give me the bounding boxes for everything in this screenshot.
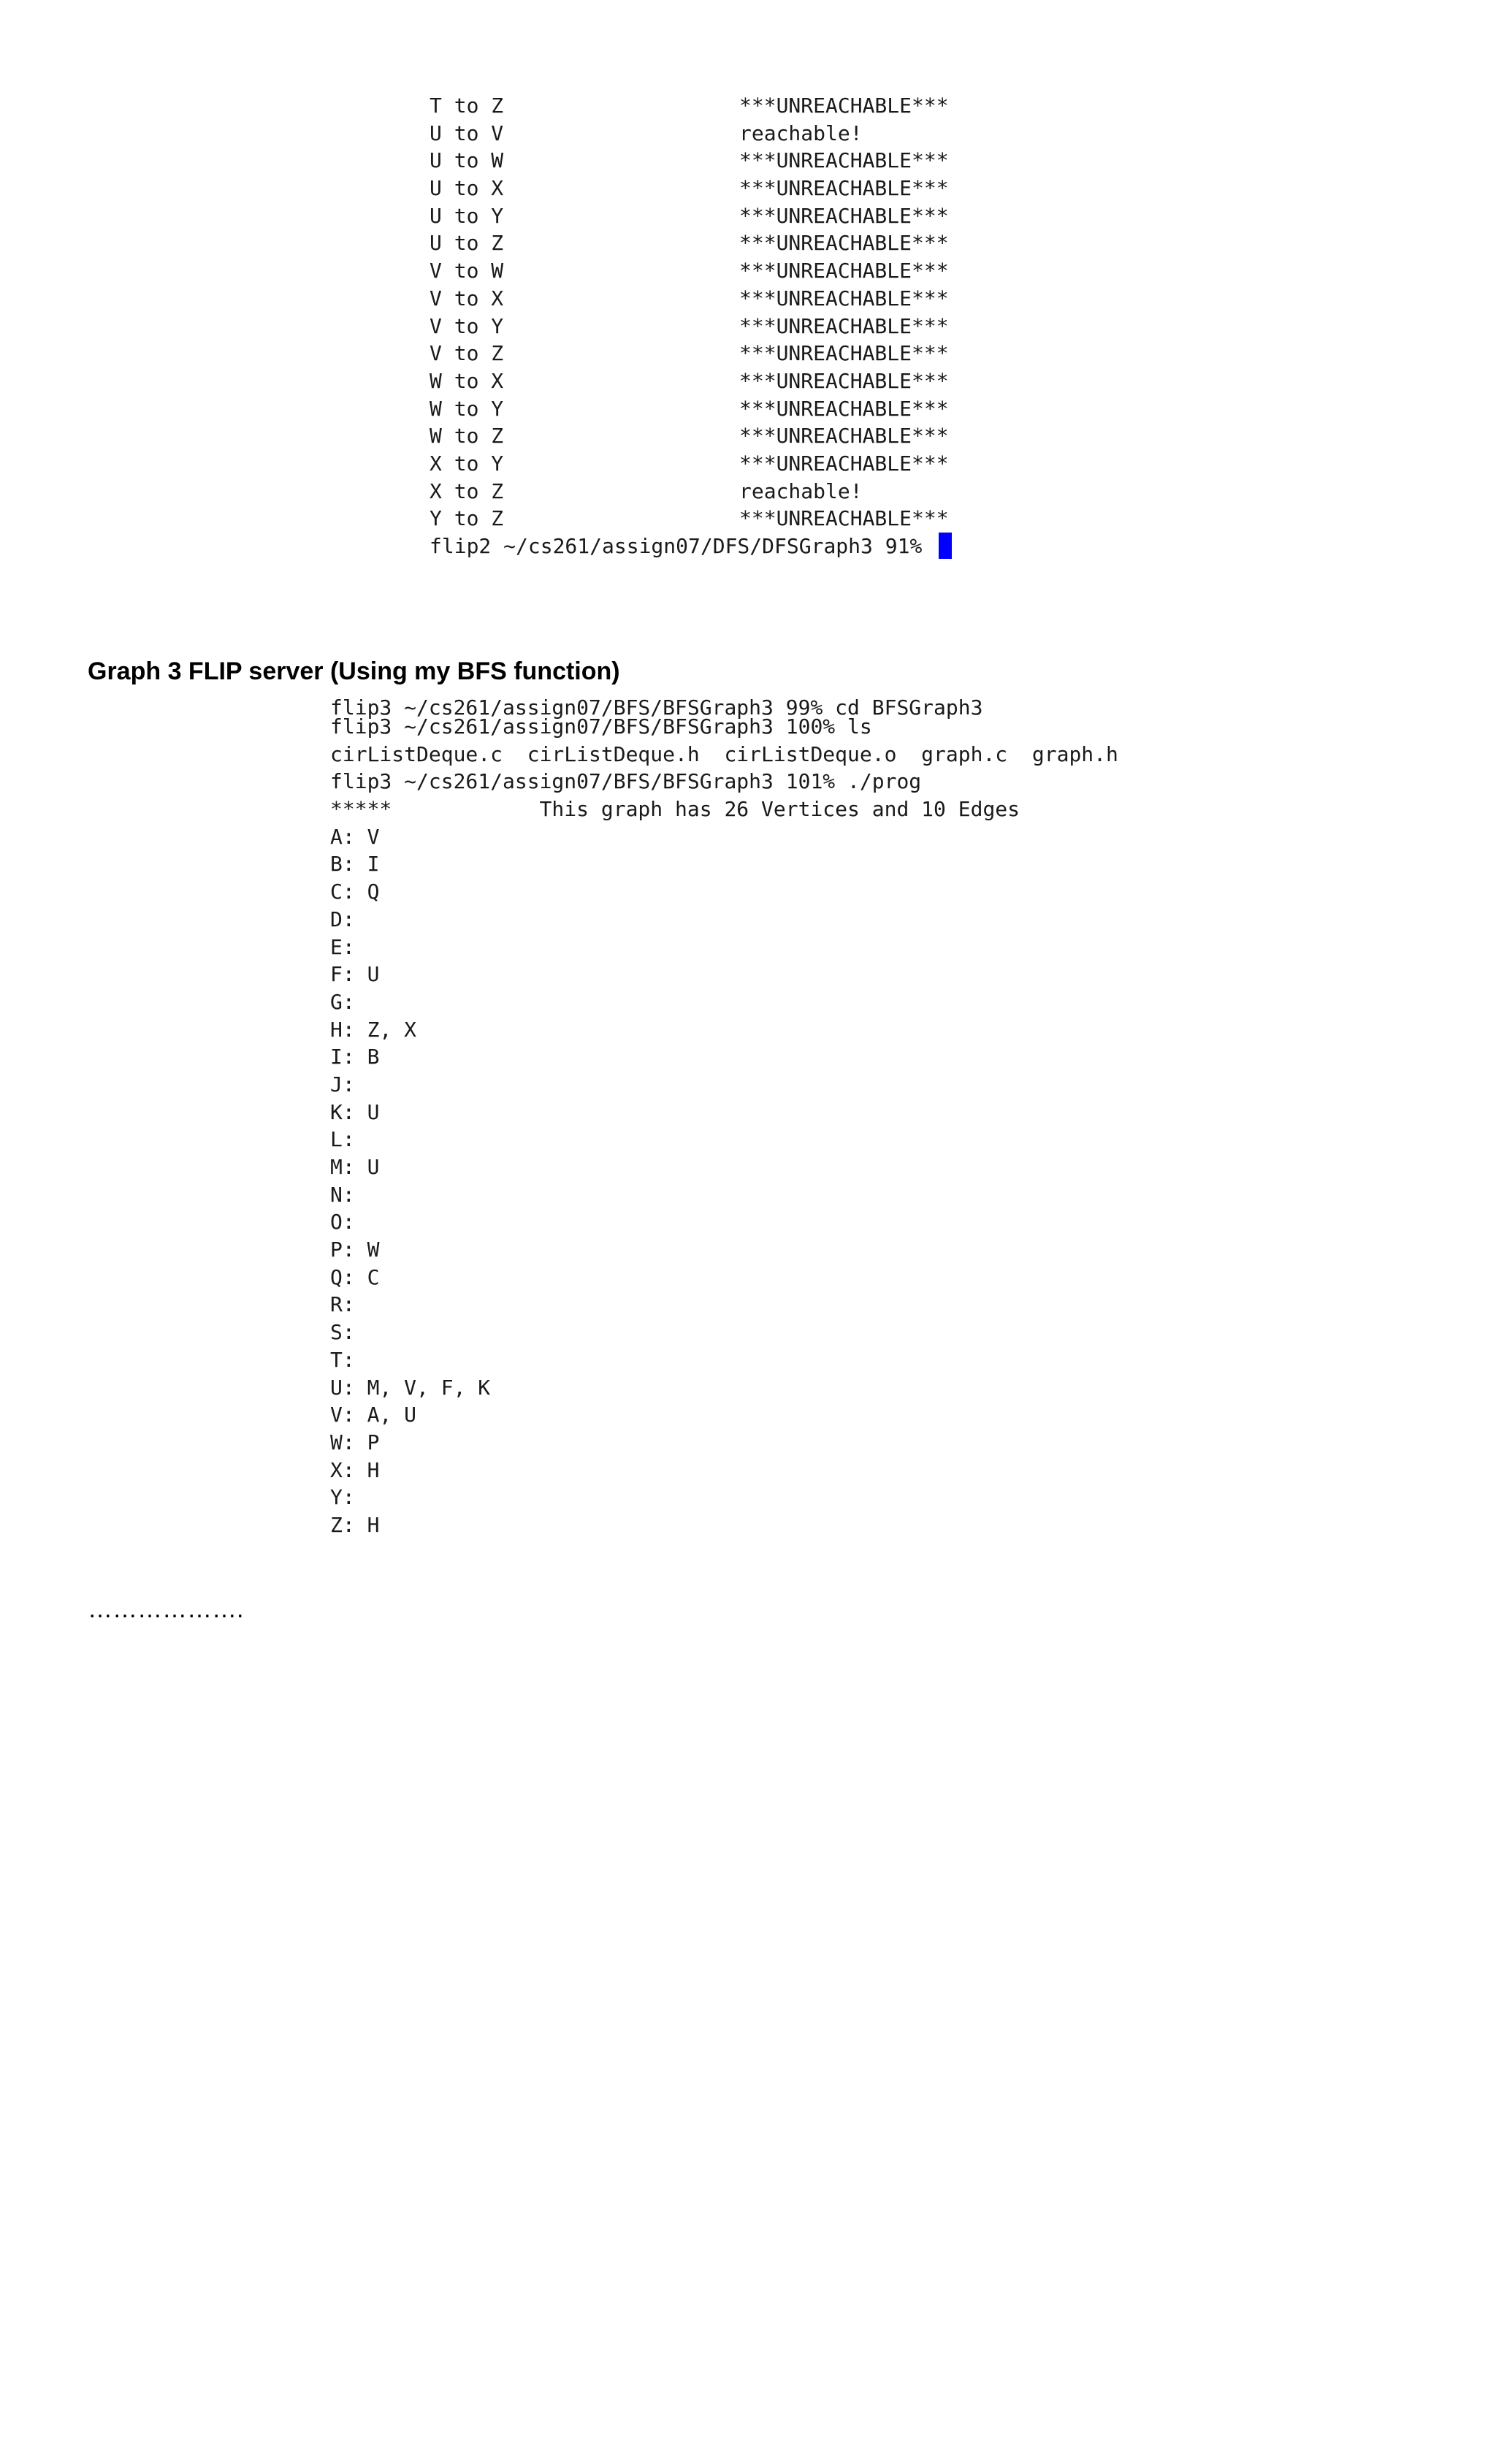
reachability-result: ***UNREACHABLE***	[739, 396, 949, 421]
vertex-pair: V to Y	[430, 313, 504, 338]
terminal-line: S:	[330, 1320, 355, 1345]
vertex-pair: T to Z	[430, 94, 504, 118]
vertex-pair: U to W	[430, 148, 504, 173]
reachability-result: ***UNREACHABLE***	[739, 424, 949, 449]
vertex-pair: W to Y	[430, 396, 504, 421]
reachability-line	[430, 202, 952, 230]
reachability-line	[430, 92, 952, 120]
terminal-line: E:	[330, 934, 355, 959]
terminal-line: flip3 ~/cs261/assign07/BFS/BFSGraph3 101% ./prog	[330, 769, 922, 794]
terminal-line: W: P	[330, 1430, 380, 1454]
reachability-line	[430, 229, 952, 257]
reachability-line	[430, 175, 952, 202]
bfs-terminal-output	[330, 713, 1118, 1539]
reachability-result: ***UNREACHABLE***	[739, 286, 949, 310]
terminal-line: L:	[330, 1127, 355, 1152]
reachability-result: ***UNREACHABLE***	[739, 451, 949, 476]
vertex-pair: Y to Z	[430, 506, 504, 531]
reachability-result: ***UNREACHABLE***	[739, 203, 949, 228]
terminal-line: F: U	[330, 962, 380, 987]
vertex-pair: W to Z	[430, 424, 504, 449]
reachability-result: ***UNREACHABLE***	[739, 176, 949, 201]
terminal-line: Z: H	[330, 1512, 380, 1537]
vertex-pair: X to Z	[430, 478, 504, 503]
reachability-result: ***UNREACHABLE***	[739, 368, 949, 393]
reachability-line	[430, 395, 952, 423]
reachability-result: reachable!	[739, 121, 863, 145]
terminal-line: J:	[330, 1072, 355, 1096]
reachability-line	[430, 147, 952, 175]
trailing-dots: ……………….	[88, 1595, 244, 1623]
terminal-line: R:	[330, 1292, 355, 1317]
section-heading: Graph 3 FLIP server (Using my BFS function)	[88, 657, 620, 685]
terminal-line: H: Z, X	[330, 1017, 417, 1042]
reachability-line	[430, 285, 952, 313]
reachability-line	[430, 478, 952, 506]
reachability-line	[430, 422, 952, 450]
terminal-line: N:	[330, 1182, 355, 1207]
terminal-line: cirListDeque.c cirListDeque.h cirListDeque.o graph.c graph.h	[330, 741, 1118, 766]
clipped-line-text: flip3 ~/cs261/assign07/BFS/BFSGraph3 99% cd BFSGraph3	[330, 695, 983, 720]
reachability-result: ***UNREACHABLE***	[739, 506, 949, 531]
terminal-line: K: U	[330, 1099, 380, 1124]
terminal-line: C: Q	[330, 880, 380, 904]
terminal-line: ***** This graph has 26 Vertices and 10 Edges	[330, 797, 1020, 822]
reachability-result: ***UNREACHABLE***	[739, 148, 949, 173]
terminal-line: U: M, V, F, K	[330, 1375, 491, 1400]
terminal-line: O:	[330, 1210, 355, 1235]
dfs-terminal-output	[430, 92, 952, 560]
vertex-pair: U to X	[430, 176, 504, 201]
reachability-line	[430, 120, 952, 148]
terminal-line: D:	[330, 907, 355, 931]
terminal-line: X: H	[330, 1457, 380, 1482]
reachability-line	[430, 257, 952, 285]
reachability-line	[430, 340, 952, 367]
vertex-pair: V to X	[430, 286, 504, 310]
terminal-line: G:	[330, 989, 355, 1014]
reachability-line	[430, 367, 952, 395]
reachability-line	[430, 313, 952, 340]
terminal-line: M: U	[330, 1155, 380, 1179]
vertex-pair: W to X	[430, 368, 504, 393]
terminal-line: Q: C	[330, 1265, 380, 1289]
reachability-result: ***UNREACHABLE***	[739, 231, 949, 256]
reachability-result: ***UNREACHABLE***	[739, 259, 949, 283]
vertex-pair: V to W	[430, 259, 504, 283]
terminal-cursor	[939, 533, 952, 559]
vertex-pair: U to Y	[430, 203, 504, 228]
terminal-line: B: I	[330, 852, 380, 877]
terminal-line: T:	[330, 1347, 355, 1372]
reachability-result: ***UNREACHABLE***	[739, 94, 949, 118]
shell-prompt: flip2 ~/cs261/assign07/DFS/DFSGraph3 91%	[430, 534, 935, 558]
terminal-line: Y:	[330, 1485, 355, 1510]
reachability-result: ***UNREACHABLE***	[739, 341, 949, 366]
vertex-pair: U to V	[430, 121, 504, 145]
terminal-line: V: A, U	[330, 1403, 417, 1427]
reachability-result: ***UNREACHABLE***	[739, 313, 949, 338]
vertex-pair: V to Z	[430, 341, 504, 366]
shell-prompt-line	[430, 533, 952, 560]
reachability-line	[430, 505, 952, 533]
reachability-line	[430, 450, 952, 478]
reachability-result: reachable!	[739, 478, 863, 503]
terminal-line: flip3 ~/cs261/assign07/BFS/BFSGraph3 100% ls	[330, 714, 872, 739]
vertex-pair: U to Z	[430, 231, 504, 256]
terminal-line: I: B	[330, 1045, 380, 1069]
terminal-line: A: V	[330, 824, 380, 849]
vertex-pair: X to Y	[430, 451, 504, 476]
terminal-line: P: W	[330, 1237, 380, 1262]
